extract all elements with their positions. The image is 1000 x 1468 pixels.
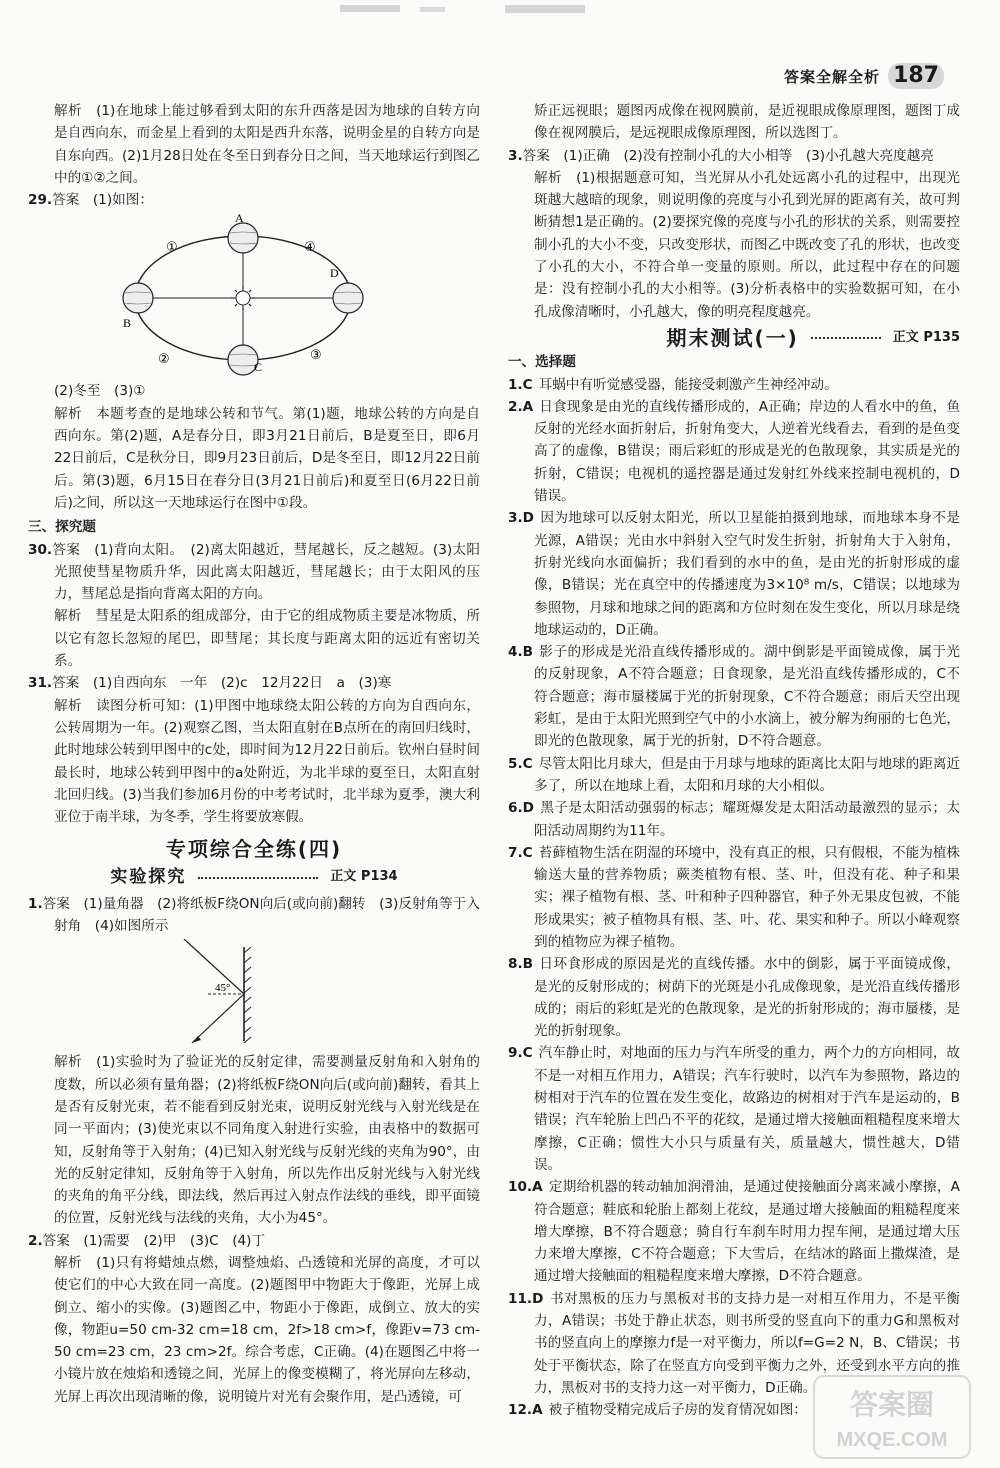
exp-3-explanation: 解析 (1)根据题意可知，当光屏从小孔处远离小孔的过程中，出现光斑越大越暗的现象，则说明像的亮度与小孔到光屏的距离有关，故可判断猜想1是正确的。(2)要探究像的亮度与小孔的形状的关系，则需要控制小孔的大小不变，只改变形状，而图乙中既改变了孔的形状，也改变了小孔的大小，不符合单一变量的原则。所以，此过程中存在的问题是：没有控制小孔的大小相等。(3)分析表格中的实验数据可知，在小孔成像清晰时，小孔越大，像的明亮程度越亮。 bbox=[534, 169, 960, 320]
reflection-diagram bbox=[178, 939, 288, 1049]
list-item: 7.C 苔藓植物生活在阴湿的环境中，没有真正的根，只有假根，不能为植株输送大量的营养物质；蕨类植物有根、茎、叶，但没有花、种子和果实；裸子植物有根、茎、叶和种子四种器官，种子外无果皮包被，不能形成果实；被子植物具有根、茎、叶、花、果实和种子。所以小峰观察到的植物应为裸子植物。 bbox=[508, 844, 961, 950]
list-item: 4.B 影子的形成是光沿直线传播形成的。湖中倒影是平面镜成像，属于光的反射现象，A不符合题意；日食现象，是光沿直线传播形成的，C不符合题意；海市蜃楼属于光的折射现象，C不符合题意；雨后天空出现彩虹，是由于太阳光照到空气中的小水滴上，被分解为绚丽的七色光，即光的色散现象，属于光的折射，D不符合题意。 bbox=[508, 644, 960, 750]
svg-text:①: ① bbox=[166, 240, 178, 256]
exp-1-answer: 1.答案 (1)量角器 (2)将纸板F绕ON向后(或向前)翻转 (3)反射角等于入射角 (4)如图所示 bbox=[28, 895, 480, 935]
earth-orbit-diagram bbox=[118, 213, 368, 378]
list-item: 8.B 日环食形成的原因是光的直线传播。水中的倒影，属于平面镜成像，是光的反射形成的；树荫下的光斑是小孔成像现象，是光沿直线传播形成的；雨后的彩虹是光的色散现象，是光的折射形成的；海市蜃楼，是光的折射现象。 bbox=[508, 956, 960, 1040]
leader-dots bbox=[198, 877, 318, 879]
question-31-answer: 31.答案 (1)自西向东 一年 (2)c 12月22日 a (3)寒 bbox=[28, 675, 392, 692]
svg-text:④: ④ bbox=[304, 240, 316, 256]
list-item: 3.D 因为地球可以反射太阳光，所以卫星能拍摄到地球，而地球本身不是光源，A错误；光由水中斜射入空气时发生折射，折射角大于入射角，折射光线向水面偏折；我们看到的水中的鱼，是由光的折射形成的虚像，B错误；光在真空中的传播速度为3×10⁸ m/s，C错误；以地球为参照物，月球和地球之间的距离和方位时刻在发生变化，所以月球是绕地球运动的，D正确。 bbox=[508, 510, 960, 638]
list-item: 1.C 耳蜗中有听觉感受器，能接受刺激产生神经冲动。 bbox=[508, 376, 838, 393]
test-title: 期末测试(一) bbox=[666, 325, 799, 350]
top-scan-noise bbox=[330, 2, 620, 16]
list-item: 6.D 黑子是太阳活动强弱的标志；耀斑爆发是太阳活动最激烈的显示；太阳活动周期约为11年。 bbox=[508, 800, 960, 839]
explanation-30: 解析 彗星是太阳系的组成部分，由于它的组成物质主要是冰物质，所以它有忽长忽短的尾巴，即彗尾；其长度与距离太阳的远近有密切关系。 bbox=[54, 608, 480, 670]
subsection-title: 实验探究 bbox=[110, 867, 187, 888]
explanation-28: 解析 (1)在地球上能过够看到太阳的东升西落是因为地球的自转方向是自西向东，而金星上看到的太阳是西升东落，说明金星的自转方向是自东向西。(2)1月28日处在冬至日到春分日之间，当天地球运行到图乙中的①②之间。 bbox=[54, 103, 480, 186]
svg-text:D: D bbox=[330, 266, 339, 281]
question-30-answer: 30.答案 (1)背向太阳。 (2)离太阳越近，彗尾越长，反之越短。(3)太阳光照使彗星物质升华，因此离太阳越近，彗尾越长；由于太阳风的压力，彗尾总是指向背离太阳的方向。 bbox=[28, 541, 480, 603]
section-title-inquiry: 三、探究题 bbox=[28, 519, 96, 536]
right-column bbox=[508, 100, 960, 1422]
list-item: 5.C 尽管太阳比月球大，但是由于月球与地球的距离比太阳与地球的距离近多了，所以在地球上看，太阳和月球的大小相似。 bbox=[508, 755, 961, 794]
test-heading bbox=[508, 327, 960, 349]
exp-3-answer: 3.答案 (1)正确 (2)没有控制小孔的大小相等 (3)小孔越大亮度越亮 bbox=[508, 147, 934, 164]
test-page-ref: 正文 P135 bbox=[892, 329, 960, 345]
question-29-answer-2: (2)冬至 (3)① bbox=[54, 383, 146, 400]
svg-text:②: ② bbox=[158, 352, 170, 368]
chapter-title: 专项综合全练(四) bbox=[165, 837, 343, 862]
list-item: 10.A 定期给机器的转动轴加润滑油，是通过使接触面分离来减小摩擦，A符合题意；鞋底和轮胎上都刻上花纹，是通过增大接触面的粗糙程度来增大摩擦，B不符合题意；骑自行车刹车时用力捏车闸，是通过增大压力来增大摩擦，C不符合题意；下大雪后，在结冰的路面上撒煤渣，是通过增大接触面的粗糙程度来增大摩擦，D不符合题意。 bbox=[508, 1179, 960, 1285]
list-item: 12.A 被子植物受精完成后子房的发育情况如图： bbox=[508, 1402, 807, 1419]
earth-B bbox=[123, 283, 153, 313]
answer-list bbox=[508, 374, 960, 1422]
subsection-heading bbox=[28, 866, 480, 888]
leader-dots bbox=[811, 337, 881, 339]
list-item: 11.D 书对黑板的压力与黑板对书的支持力是一对相互作用力，不是平衡力，A错误；书处于静止状态，则书所受的竖直向下的重力G和黑板对书的竖直向上的摩擦力f是一对平衡力，所以f=G=2 N，B、C错误；书处于平衡状态，除了在竖直方向受到平衡力之外，还受到水平方向的推力，黑板对书的支持力这一对平衡力，D正确。 bbox=[508, 1290, 960, 1396]
svg-text:A: A bbox=[235, 213, 244, 226]
svg-text:③: ③ bbox=[310, 348, 322, 364]
section-title-choice: 一、选择题 bbox=[508, 354, 576, 371]
question-29-answer: 29.答案 (1)如图： bbox=[28, 192, 153, 209]
list-item: 2.A 日食现象是由光的直线传播形成的，A正确；岸边的人看水中的鱼，鱼反射的光经水面折射后，折射角变大，人逆着光线看去，看到的是鱼变高了的虚像，B错误；雨后彩虹的形成是光的色散现象，其实质是光的折射，C错误；电视机的遥控器是通过发射红外线来控制电视机的，D错误。 bbox=[508, 398, 960, 505]
exp-2-explanation-cont: 矫正远视眼；题图丙成像在视网膜前，是近视眼成像原理图，题图丁成像在视网膜后，是远视眼成像原理图，所以选图丁。 bbox=[534, 103, 960, 142]
exp-2-explanation: 解析 (1)只有将蜡烛点燃，调整烛焰、凸透镜和光屏的高度，才可以使它们的中心大致在同一高度。(2)题图甲中物距大于像距，光屏上成倒立、缩小的实像。(3)题图乙中，物距小于像距，成倒立、放大的实像，物距u=50 cm-32 cm=18 cm，2f>18 cm>f，像距v=73 cm-50 cm=23 cm，23 cm>2f。综合考虑，C正确。(4)在题图乙中将一小镜片放在烛焰和透镜之间，光屏上的像变模糊了，将光屏向左移动，光屏上再次出现清晰的像，说明镜片对光有会聚作用，是凸透镜，可 bbox=[54, 1254, 480, 1405]
list-item: 9.C 汽车静止时，对地面的压力与汽车所受的重力，两个力的方向相同，故不是一对相互作用力，A错误；汽车行驶时，以汽车为参照物，路边的树相对于汽车的位置在发生变化，故路边的树相对于汽车是运动的，B错误；汽车轮胎上凹凸不平的花纹，是通过增大接触面粗糙程度来增大摩擦，C正确；惯性大小只与质量有关，质量越大，惯性越大，D错误。 bbox=[508, 1045, 961, 1173]
watermark-logo bbox=[812, 1374, 972, 1460]
page-number: 187 bbox=[888, 63, 944, 89]
left-column bbox=[28, 100, 480, 1408]
svg-text:MXQE.COM: MXQE.COM bbox=[836, 1429, 948, 1451]
svg-text:B: B bbox=[123, 316, 132, 331]
earth-A bbox=[228, 223, 258, 253]
svg-text:C: C bbox=[254, 360, 263, 375]
earth-D bbox=[333, 283, 363, 313]
page-header bbox=[784, 62, 944, 90]
exp-2-answer: 2.答案 (1)需要 (2)甲 (3)C (4)丁 bbox=[28, 1232, 266, 1249]
explanation-31: 解析 读图分析可知：(1)甲图中地球绕太阳公转的方向为自西向东，公转周期为一年。(2)观察乙图，当太阳直射在B点所在的南回归线时，此时地球公转到甲图中的c处，即时间为12月22日前后。钦州白昼时间最长时，地球公转到甲图中的a处附近，为北半球的夏至日，太阳直射北回归线。(3)当我们参加6月份的中考考试时，北半球为夏季，澳大利亚位于南半球，为冬季，学生将要放寒假。 bbox=[54, 697, 480, 826]
subsection-page-ref: 正文 P134 bbox=[330, 869, 398, 885]
explanation-29: 解析 本题考查的是地球公转和节气。第(1)题，地球公转的方向是自西向东。第(2)题，A是春分日，即3月21日前后，B是夏至日，即6月22日前后，C是秋分日，即9月23日前后，D是冬至日，即12月22日前后。第(3)题，6月15日在春分日(3月21日前后)和夏至日(6月22日前后)之间，所以这一天地球运行在图中①段。 bbox=[54, 405, 480, 511]
svg-text:45°: 45° bbox=[215, 982, 231, 995]
svg-text:答案圈: 答案圈 bbox=[849, 1388, 935, 1421]
header-title: 答案全解全析 bbox=[784, 67, 881, 86]
exp-1-explanation: 解析 (1)实验时为了验证光的反射定律，需要测量反射角和入射角的度数，所以必须有量角器；(2)将纸板F绕ON向后(或向前)翻转，看其上是否有反射光束，若不能看到反射光束，说明反射光线与入射光线是在同一平面内；(3)使光束以不同角度入射进行实验，由表格中的数据可知，反射角等于入射角；(4)已知入射光线与反射光线的夹角为90°，由光的反射定律知，反射角等于入射角，所以先作出反射光线与入射光线的夹角的角平分线，即法线，然后再过入射点作法线的垂线，即平面镜的位置，反射光线与法线的夹角，大小为45°。 bbox=[54, 1054, 480, 1227]
